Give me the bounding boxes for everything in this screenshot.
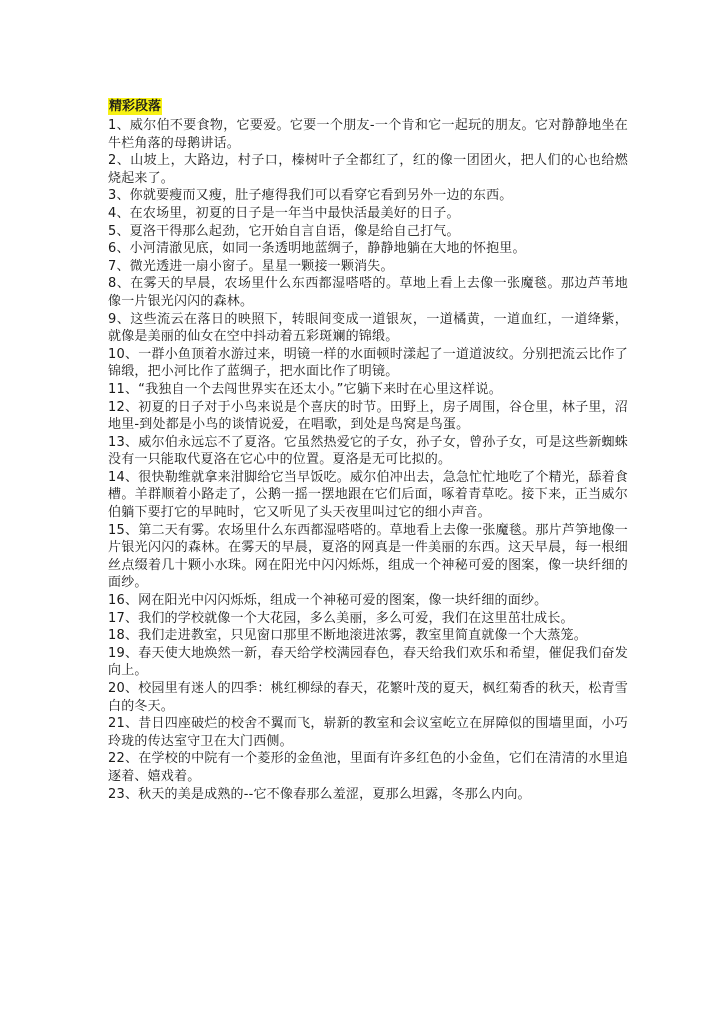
paragraph-item: 1、威尔伯不要食物，它要爱。它要一个朋友-一个肯和它一起玩的朋友。它对静静地坐在牛栏角落的母鹅讲话。: [108, 118, 628, 151]
paragraph-item: 6、小河清澈见底，如同一条透明地蓝绸子，静静地躺在大地的怀抱里。: [108, 241, 526, 257]
paragraph-item: 10、一群小鱼顶着水游过来，明镜一样的水面顿时漾起了一道道波纹。分别把流云比作了锦缎，把小河比作了蓝绸子，把水面比作了明镜。: [108, 346, 628, 380]
paragraph-item: 8、在雾天的早晨，农场里什么东西都湿嗒嗒的。草地上看上去像一张魔毯。那边芦苇地像一片银光闪闪的森林。: [108, 276, 628, 309]
paragraph-item: 14、很快勒维就拿来泔脚给它当早饭吃。威尔伯冲出去，急急忙忙地吃了个精光，舔着食槽。羊群顺着小路走了，公鹅一摇一摆地跟在它们后面，啄着青草吃。接下来，正当威尔伯躺下要打它的早盹时，它又听见了头天夜里叫过它的细小声音。: [108, 469, 628, 521]
paragraph-item: 21、昔日四座破烂的校舍不翼而飞，崭新的教室和会议室屹立在屏障似的围墙里面，小巧玲珑的传达室守卫在大门西侧。: [108, 716, 628, 749]
paragraph-item: 11、“我独自一个去闯世界实在还太小。”它躺下来时在心里这样说。: [108, 381, 502, 397]
paragraph-item: 13、威尔伯永远忘不了夏洛。它虽然热爱它的子女，孙子女，曾孙子女，可是这些新蜘蛛没有一只能取代夏洛在它心中的位置。夏洛是无可比拟的。: [108, 434, 628, 468]
paragraph-item: 5、夏洛干得那么起劲，它开始自言自语，像是给自己打气。: [108, 223, 460, 239]
paragraph-item: 4、在农场里，初夏的日子是一年当中最快活最美好的日子。: [108, 205, 460, 221]
paragraph-item: 20、校园里有迷人的四季：桃红柳绿的春天，花繁叶茂的夏天，枫红菊香的秋天，松青雪白的冬天。: [108, 681, 628, 714]
paragraph-item: 22、在学校的中院有一个菱形的金鱼池，里面有许多红色的小金鱼，它们在清清的水里追逐着、嬉戏着。: [108, 751, 628, 784]
paragraph-item: 19、春天使大地焕然一新，春天给学校满园春色，春天给我们欢乐和希望，催促我们奋发向上。: [108, 645, 628, 679]
paragraph-item: 3、你就要瘦而又瘦，肚子瘪得我们可以看穿它看到另外一边的东西。: [108, 188, 513, 204]
paragraph-item: 12、初夏的日子对于小鸟来说是个喜庆的时节。田野上，房子周围，谷仓里，林子里，沼地里-到处都是小鸟的谈情说爱，在唱歌，到处是鸟窝是鸟蛋。: [108, 399, 628, 433]
paragraph-item: 2、山坡上，大路边，村子口，榛树叶子全都红了，红的像一团团火，把人们的心也给燃烧起来了。: [108, 153, 628, 186]
paragraph-list: [108, 117, 628, 803]
paragraph-item: 15、第二天有雾。农场里什么东西都湿嗒嗒的。草地看上去像一张魔毯。那片芦笋地像一片银光闪闪的森林。在雾天的早晨，夏洛的网真是一件美丽的东西。这天早晨，每一根细丝点缀着几十颗小水珠。网在阳光中闪闪烁烁，组成一个神秘可爱的图案，像一块纤细的面纱。: [108, 522, 628, 591]
paragraph-item: 23、秋天的美是成熟的--它不像春那么羞涩，夏那么坦露，冬那么内向。: [108, 786, 531, 802]
paragraph-item: 17、我们的学校就像一个大花园，多么美丽，多么可爱，我们在这里茁壮成长。: [108, 610, 574, 626]
section-heading: 精彩段落: [109, 99, 162, 114]
paragraph-item: 18、我们走进教室，只见窗口那里不断地滚进浓雾，教室里简直就像一个大蒸笼。: [108, 628, 587, 644]
paragraph-item: 7、微光透进一扇小窗子。星星一颗接一颗消失。: [108, 258, 394, 274]
document-page: [108, 95, 628, 803]
paragraph-item: 9、这些流云在落日的映照下，转眼间变成一道银灰，一道橘黄，一道血红，一道绛紫，就像是美丽的仙女在空中抖动着五彩斑斓的锦缎。: [108, 311, 628, 345]
paragraph-item: 16、网在阳光中闪闪烁烁，组成一个神秘可爱的图案，像一块纤细的面纱。: [108, 593, 548, 609]
